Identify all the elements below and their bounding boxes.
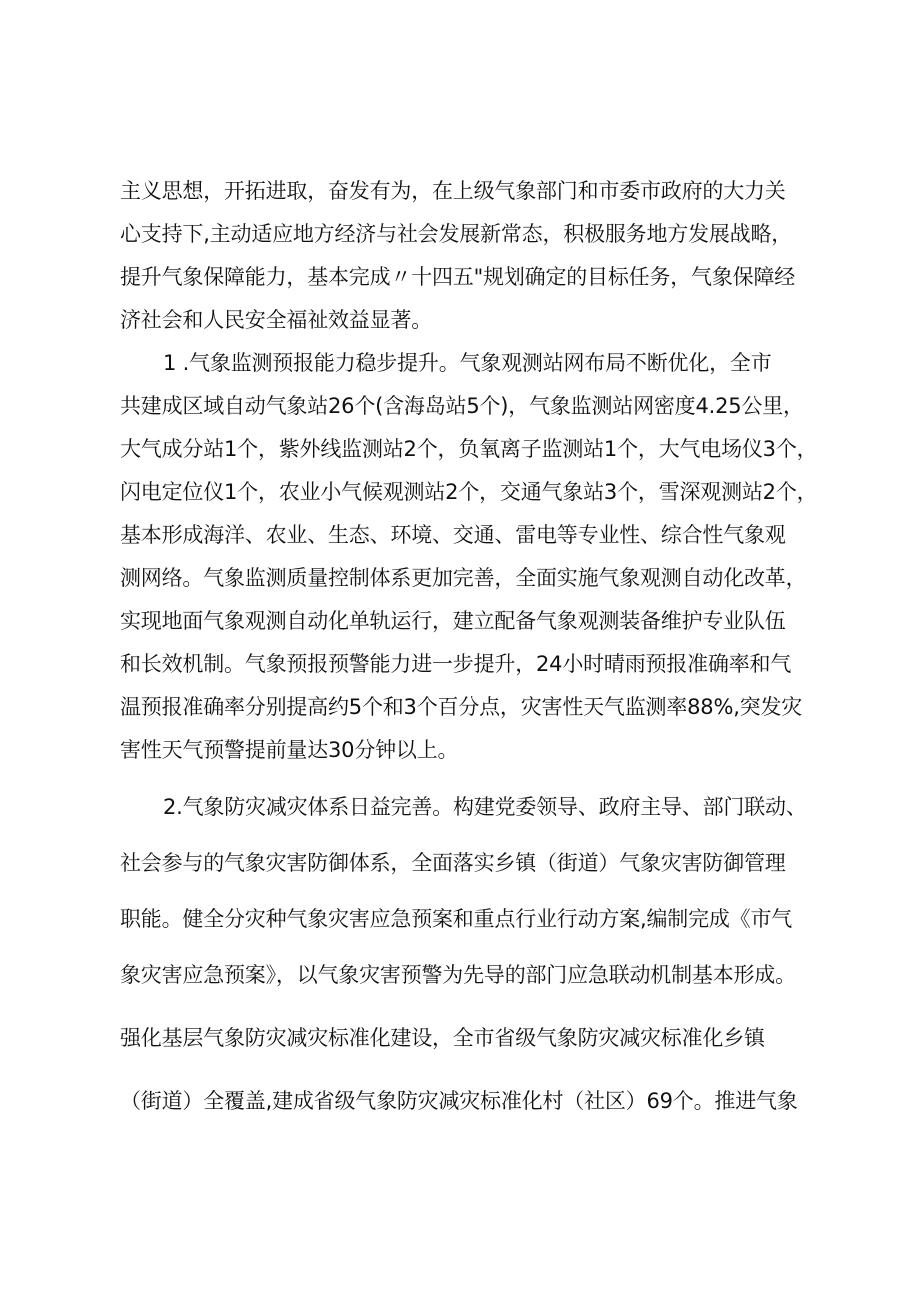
para1-line-5: 基本形成海洋、农业、生态、环境、交通、雷电等专业性、综合性气象观 [120, 523, 786, 547]
para2-line-1: 2.气象防灾减灾体系日益完善。构建党委领导、政府主导、部门联动、 [163, 795, 807, 819]
para1-line-7: 实现地面气象观测自动化单轨运行，建立配备气象观测装备维护专业队伍 [120, 609, 786, 633]
intro-line-3: 提升气象保障能力，基本完成〃十四五"规划确定的目标任务，气象保障经 [120, 265, 796, 289]
para2-line-6: （街道）全覆盖,建成省级气象防灾减灾标准化村（社区）69个。推进气象 [120, 1089, 798, 1113]
para1-line-10: 害性天气预警提前量达30分钟以上。 [120, 738, 459, 762]
para1-line-4: 闪电定位仪1个，农业小气候观测站2个，交通气象站3个，雪深观测站2个， [120, 480, 818, 504]
para1-line-1: 1 .气象监测预报能力稳步提升。气象观测站网布局不断优化，全市 [163, 351, 772, 375]
para1-line-6: 测网络。气象监测质量控制体系更加完善，全面实施气象观测自动化改革， [120, 566, 807, 590]
intro-line-1: 主义思想，开拓进取，奋发有为，在上级气象部门和市委市政府的大力关 [120, 179, 786, 203]
para1-line-2: 共建成区域自动气象站26个(含海岛站5个)，气象监测站网密度4.25公里， [120, 394, 804, 418]
para2-line-3: 职能。健全分灾种气象灾害应急预案和重点行业行动方案,编制完成《市气 [120, 907, 793, 931]
para1-line-8: 和长效机制。气象预报预警能力进一步提升，24小时晴雨预报准确率和气 [120, 652, 792, 676]
para2-line-4: 象灾害应急预案》，以气象灾害预警为先导的部门应急联动机制基本形成。 [120, 963, 796, 987]
intro-line-2: 心支持下,主动适应地方经济与社会发展新常态，积极服务地方发展战略， [120, 222, 793, 246]
para1-line-9: 温预报准确率分别提高约5个和3个百分点，灾害性天气监测率88%,突发灾 [120, 695, 803, 719]
intro-line-4: 济社会和人民安全福祉效益显著。 [120, 308, 432, 332]
para2-line-2: 社会参与的气象灾害防御体系，全面落实乡镇（街道）气象灾害防御管理 [120, 851, 786, 875]
para2-line-5: 强化基层气象防灾减灾标准化建设，全市省级气象防灾减灾标准化乡镇 [120, 1026, 765, 1050]
para1-line-3: 大气成分站1个，紫外线监测站2个，负氧离子监测站1个，大气电场仪3个， [120, 437, 818, 461]
